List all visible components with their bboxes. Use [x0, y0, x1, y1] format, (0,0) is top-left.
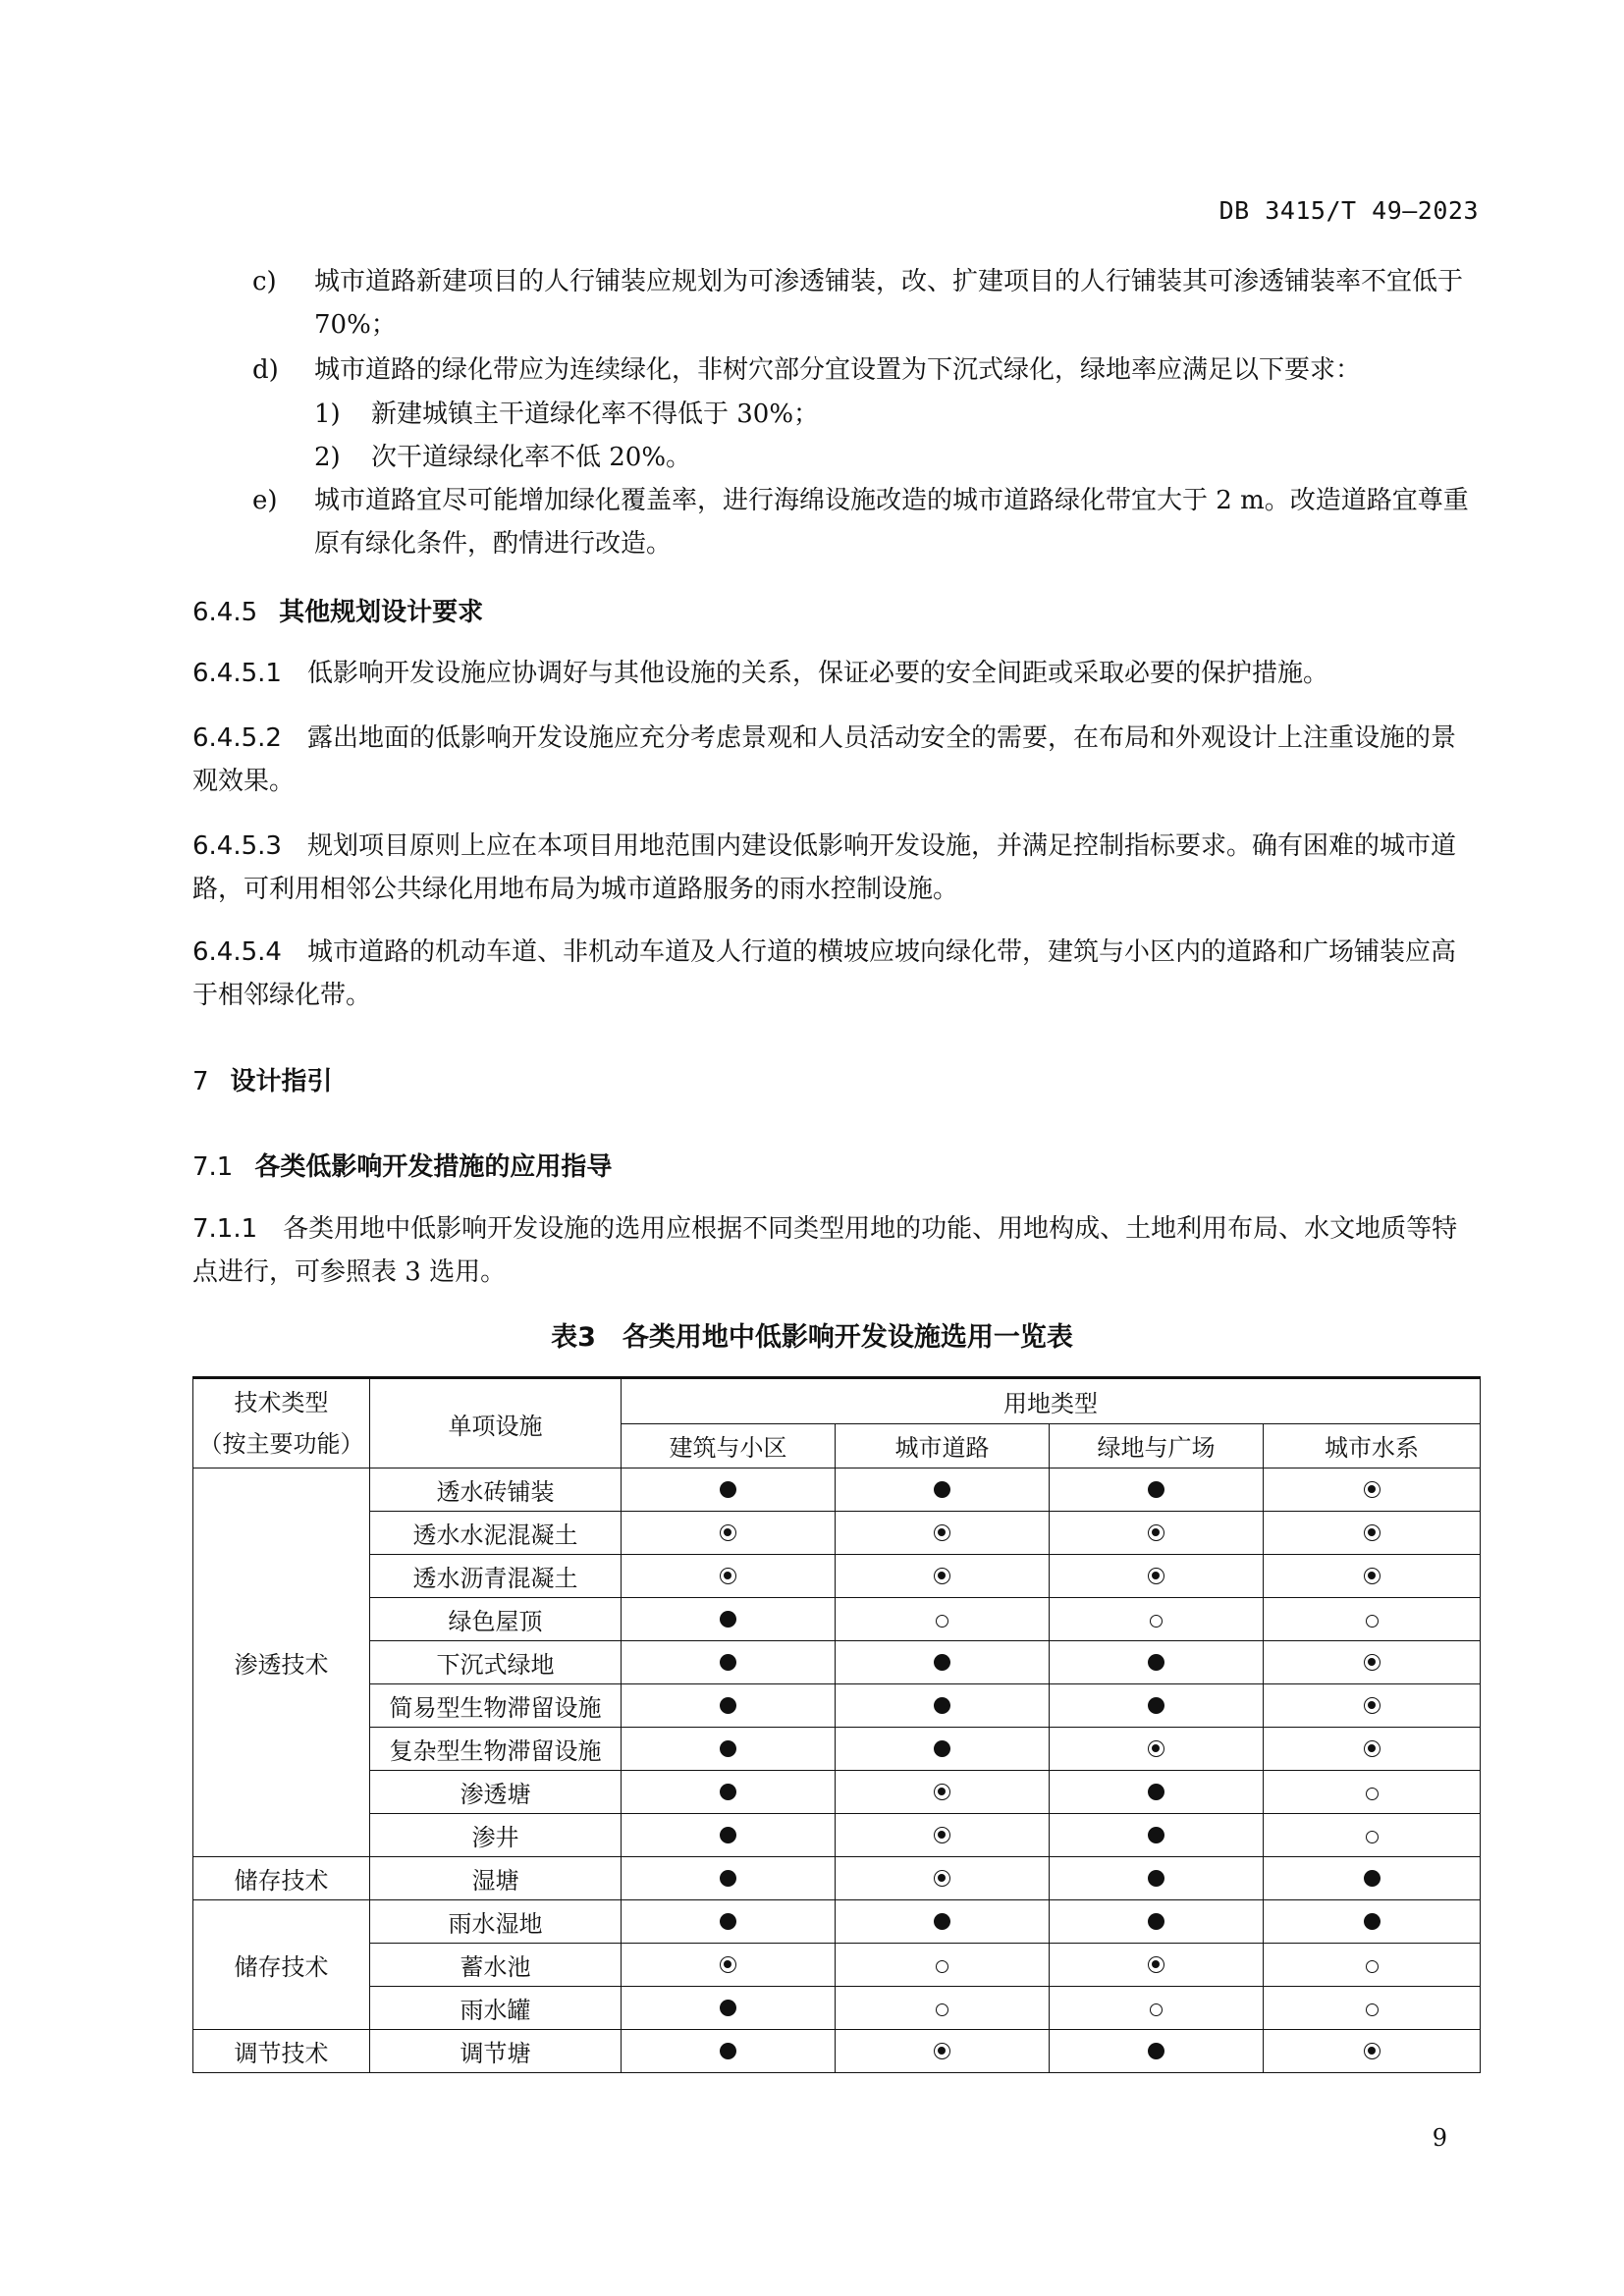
suitability-cell: [1050, 1684, 1264, 1728]
tech-category-cell: 渗透技术: [193, 1468, 370, 1857]
suitability-cell: [836, 1555, 1050, 1598]
list-label: d): [252, 355, 279, 385]
double-circle-icon: [1364, 1740, 1380, 1757]
list-text: 城市道路宜尽可能增加绿化覆盖率，进行海绵设施改造的城市道路绿化带宜大于 2 m。改造道路宜尊重原有绿化条件，酌情进行改造。: [314, 486, 1469, 559]
suitability-cell: [1050, 1555, 1264, 1598]
solid-circle-icon: [720, 1697, 736, 1714]
header-tech-type-line1: 技术类型: [234, 1389, 329, 1416]
double-circle-icon: [934, 1524, 950, 1541]
solid-circle-icon: [720, 2000, 736, 2016]
clause-number: 6.4.5.2: [192, 723, 282, 753]
table-row: [193, 1512, 1481, 1555]
open-circle-icon: [1366, 1831, 1379, 1843]
suitability-cell: [836, 1728, 1050, 1771]
suitability-cell: [836, 1814, 1050, 1857]
suitability-cell: [836, 1598, 1050, 1641]
table-row: [193, 1857, 1481, 1900]
double-circle-icon: [1148, 1740, 1164, 1757]
table-title: 表3 各类用地中低影响开发设施选用一览表: [551, 1322, 1073, 1353]
suitability-cell: [622, 2030, 836, 2073]
suitability-cell: [622, 1555, 836, 1598]
solid-circle-icon: [934, 1913, 950, 1930]
double-circle-icon: [1364, 1524, 1380, 1541]
clause-text: 低影响开发设施应协调好与其他设施的关系，保证必要的安全间距或采取必要的保护措施。: [306, 659, 1328, 688]
suitability-cell: [1050, 1468, 1264, 1512]
tech-category-cell: 调节技术: [193, 2030, 370, 2073]
suitability-cell: [622, 1987, 836, 2030]
facility-cell: 渗井: [370, 1814, 622, 1857]
suitability-cell: [1264, 1814, 1481, 1857]
solid-circle-icon: [934, 1481, 950, 1498]
list-text: 城市道路的绿化带应为连续绿化，非树穴部分宜设置为下沉式绿化，绿地率应满足以下要求：: [314, 355, 1362, 385]
section-heading-7-1: [192, 1147, 612, 1183]
suitability-cell: [836, 1641, 1050, 1684]
suitability-cell: [1050, 2030, 1264, 2073]
list-item-d: [252, 348, 1480, 392]
section-heading-7: [192, 1061, 333, 1097]
sub-list-text: 次干道绿绿化率不低 20%。: [371, 443, 692, 472]
solid-circle-icon: [720, 2043, 736, 2059]
header-tech-type-line2: （按主要功能）: [198, 1430, 364, 1458]
facility-cell: 调节塘: [370, 2030, 622, 2073]
suitability-cell: [1050, 1900, 1264, 1944]
table-row: [193, 1598, 1481, 1641]
clause-text: 规划项目原则上应在本项目用地范围内建设低影响开发设施，并满足控制指标要求。确有困难的城市道路，可利用相邻公共绿化用地布局为城市道路服务的雨水控制设施。: [192, 831, 1456, 904]
header-tech-type: [193, 1378, 370, 1468]
suitability-cell: [1264, 1771, 1481, 1814]
clause-6-4-5-4: [192, 931, 1479, 1017]
solid-circle-icon: [720, 1740, 736, 1757]
suitability-cell: [622, 1728, 836, 1771]
open-circle-icon: [936, 1960, 948, 1973]
solid-circle-icon: [1148, 1784, 1164, 1800]
suitability-cell: [622, 1641, 836, 1684]
suitability-cell: [836, 1900, 1050, 1944]
clause-text: 城市道路的机动车道、非机动车道及人行道的横坡应坡向绿化带，建筑与小区内的道路和广场铺装应高于相邻绿化带。: [192, 937, 1456, 1010]
solid-circle-icon: [934, 1740, 950, 1757]
section-title: 其他规划设计要求: [279, 598, 484, 627]
open-circle-icon: [1366, 1960, 1379, 1973]
open-circle-icon: [1150, 1615, 1163, 1628]
table-row: [193, 1814, 1481, 1857]
document-code: DB 3415/T 49—2023: [1218, 196, 1479, 225]
clause-6-4-5-1: [192, 652, 1479, 695]
facility-cell: 雨水湿地: [370, 1900, 622, 1944]
section-title: 设计指引: [230, 1067, 333, 1096]
open-circle-icon: [1150, 2003, 1163, 2016]
solid-circle-icon: [934, 1697, 950, 1714]
header-land-type: 建筑与小区: [622, 1423, 836, 1468]
suitability-cell: [1264, 2030, 1481, 2073]
suitability-cell: [836, 1944, 1050, 1987]
open-circle-icon: [1366, 1788, 1379, 1800]
solid-circle-icon: [720, 1784, 736, 1800]
solid-circle-icon: [1148, 1654, 1164, 1671]
suitability-cell: [836, 1771, 1050, 1814]
suitability-cell: [1050, 1512, 1264, 1555]
tech-category-cell: 储存技术: [193, 1900, 370, 2030]
clause-6-4-5-3: [192, 825, 1479, 911]
facility-cell: 下沉式绿地: [370, 1641, 622, 1684]
clause-number: 7.1.1: [192, 1214, 258, 1244]
suitability-cell: [622, 1468, 836, 1512]
double-circle-icon: [1364, 1697, 1380, 1714]
open-circle-icon: [1366, 1615, 1379, 1628]
suitability-cell: [1264, 1512, 1481, 1555]
facility-cell: 复杂型生物滞留设施: [370, 1728, 622, 1771]
suitability-cell: [1264, 1728, 1481, 1771]
solid-circle-icon: [1148, 1481, 1164, 1498]
table-row: [193, 1944, 1481, 1987]
suitability-cell: [1050, 1987, 1264, 2030]
suitability-cell: [1050, 1728, 1264, 1771]
clause-number: 6.4.5.3: [192, 831, 282, 861]
suitability-cell: [622, 1512, 836, 1555]
sub-item-2: [314, 436, 1443, 479]
double-circle-icon: [1148, 1524, 1164, 1541]
facility-selection-table: [192, 1376, 1481, 2073]
suitability-cell: [622, 1598, 836, 1641]
header-land-type: 绿地与广场: [1050, 1423, 1264, 1468]
table-row: [193, 1728, 1481, 1771]
facility-cell: 透水水泥混凝土: [370, 1512, 622, 1555]
clause-6-4-5-2: [192, 717, 1479, 803]
table-body: [193, 1468, 1481, 2073]
facility-cell: 湿塘: [370, 1857, 622, 1900]
suitability-cell: [1264, 1944, 1481, 1987]
table-row: [193, 1987, 1481, 2030]
solid-circle-icon: [1148, 1913, 1164, 1930]
header-land-type-group: 用地类型: [622, 1378, 1481, 1424]
solid-circle-icon: [1148, 2043, 1164, 2059]
double-circle-icon: [934, 1784, 950, 1800]
facility-cell: 透水砖铺装: [370, 1468, 622, 1512]
table-row: [193, 1684, 1481, 1728]
section-number: 6.4.5: [192, 598, 258, 627]
suitability-cell: [1050, 1944, 1264, 1987]
solid-circle-icon: [1364, 1913, 1380, 1930]
solid-circle-icon: [720, 1611, 736, 1628]
clause-text: 露出地面的低影响开发设施应充分考虑景观和人员活动安全的需要，在布局和外观设计上注重设施的景观效果。: [192, 723, 1456, 796]
list-item-c: [252, 260, 1480, 348]
sub-list-label: 2): [314, 443, 341, 472]
clause-7-1-1: [192, 1207, 1479, 1294]
solid-circle-icon: [720, 1481, 736, 1498]
solid-circle-icon: [1148, 1697, 1164, 1714]
table-row: [193, 1468, 1481, 1512]
facility-cell: 简易型生物滞留设施: [370, 1684, 622, 1728]
double-circle-icon: [1148, 1956, 1164, 1973]
suitability-cell: [622, 1944, 836, 1987]
page-number: 9: [1432, 2124, 1447, 2152]
suitability-cell: [836, 1512, 1050, 1555]
suitability-cell: [622, 1857, 836, 1900]
solid-circle-icon: [720, 1870, 736, 1887]
table-header-row: [193, 1378, 1481, 1424]
section-title: 各类低影响开发措施的应用指导: [254, 1152, 613, 1182]
suitability-cell: [622, 1684, 836, 1728]
suitability-cell: [836, 2030, 1050, 2073]
suitability-cell: [1264, 1598, 1481, 1641]
sub-list-label: 1): [314, 400, 341, 429]
list-label: e): [252, 486, 278, 515]
solid-circle-icon: [720, 1654, 736, 1671]
list-label: c): [252, 267, 277, 296]
clause-number: 6.4.5.4: [192, 937, 282, 967]
section-heading-6-4-5: [192, 592, 483, 628]
facility-cell: 渗透塘: [370, 1771, 622, 1814]
suitability-cell: [622, 1771, 836, 1814]
suitability-cell: [1264, 1857, 1481, 1900]
solid-circle-icon: [1364, 1870, 1380, 1887]
double-circle-icon: [934, 1568, 950, 1584]
clause-number: 6.4.5.1: [192, 659, 282, 688]
suitability-cell: [1050, 1814, 1264, 1857]
table-row: [193, 1555, 1481, 1598]
header-facility: 单项设施: [370, 1378, 622, 1468]
open-circle-icon: [1366, 2003, 1379, 2016]
suitability-cell: [836, 1468, 1050, 1512]
double-circle-icon: [1364, 1568, 1380, 1584]
sub-item-1: [314, 393, 1443, 436]
suitability-cell: [622, 1814, 836, 1857]
double-circle-icon: [1364, 1481, 1380, 1498]
suitability-cell: [1050, 1857, 1264, 1900]
table-row: [193, 1641, 1481, 1684]
double-circle-icon: [934, 2043, 950, 2059]
suitability-cell: [1264, 1555, 1481, 1598]
suitability-cell: [622, 1900, 836, 1944]
header-land-type: 城市道路: [836, 1423, 1050, 1468]
suitability-cell: [1264, 1987, 1481, 2030]
open-circle-icon: [936, 1615, 948, 1628]
solid-circle-icon: [720, 1913, 736, 1930]
list-item-e: [252, 479, 1480, 567]
double-circle-icon: [720, 1956, 736, 1973]
suitability-cell: [836, 1857, 1050, 1900]
table-row: [193, 2030, 1481, 2073]
sub-list-text: 新建城镇主干道绿化率不得低于 30%；: [371, 400, 820, 429]
suitability-cell: [1264, 1468, 1481, 1512]
solid-circle-icon: [720, 1827, 736, 1843]
suitability-cell: [836, 1987, 1050, 2030]
suitability-cell: [836, 1684, 1050, 1728]
double-circle-icon: [1364, 1654, 1380, 1671]
open-circle-icon: [936, 2003, 948, 2016]
solid-circle-icon: [1148, 1827, 1164, 1843]
list-text: 城市道路新建项目的人行铺装应规划为可渗透铺装，改、扩建项目的人行铺装其可渗透铺装率不宜低于 70%；: [314, 267, 1464, 340]
suitability-cell: [1264, 1900, 1481, 1944]
suitability-cell: [1264, 1641, 1481, 1684]
double-circle-icon: [934, 1870, 950, 1887]
facility-cell: 雨水罐: [370, 1987, 622, 2030]
clause-text: 各类用地中低影响开发设施的选用应根据不同类型用地的功能、用地构成、土地利用布局、水文地质等特点进行，可参照表 3 选用。: [192, 1214, 1458, 1287]
suitability-cell: [1050, 1641, 1264, 1684]
section-number: 7: [192, 1067, 209, 1096]
suitability-cell: [1264, 1684, 1481, 1728]
facility-cell: 透水沥青混凝土: [370, 1555, 622, 1598]
suitability-cell: [1050, 1771, 1264, 1814]
tech-category-cell: 储存技术: [193, 1857, 370, 1900]
table-row: [193, 1771, 1481, 1814]
double-circle-icon: [720, 1524, 736, 1541]
double-circle-icon: [934, 1827, 950, 1843]
suitability-cell: [1050, 1598, 1264, 1641]
facility-cell: 蓄水池: [370, 1944, 622, 1987]
section-number: 7.1: [192, 1152, 234, 1182]
header-land-type: 城市水系: [1264, 1423, 1481, 1468]
solid-circle-icon: [934, 1654, 950, 1671]
double-circle-icon: [1364, 2043, 1380, 2059]
table-row: [193, 1900, 1481, 1944]
double-circle-icon: [1148, 1568, 1164, 1584]
double-circle-icon: [720, 1568, 736, 1584]
solid-circle-icon: [1148, 1870, 1164, 1887]
facility-cell: 绿色屋顶: [370, 1598, 622, 1641]
